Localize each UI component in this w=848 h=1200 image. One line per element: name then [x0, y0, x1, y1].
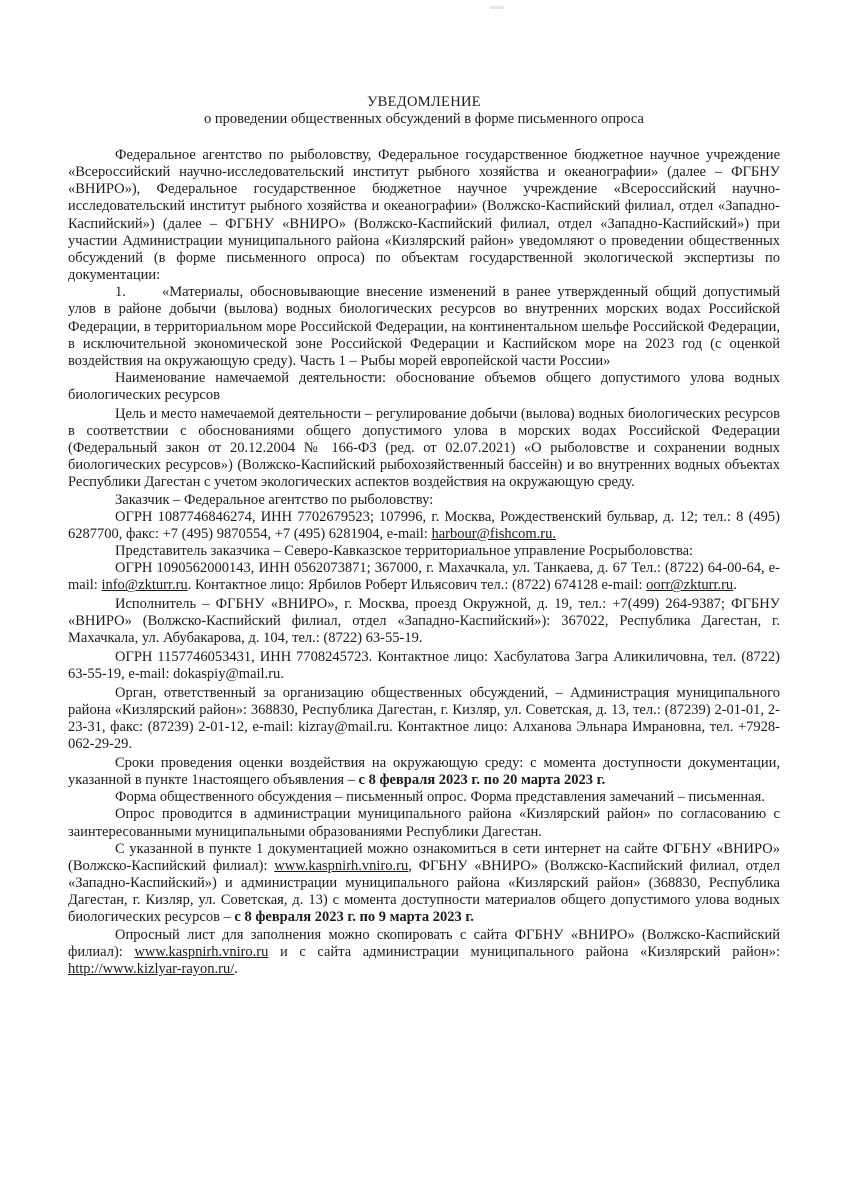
questionnaire-end: . [234, 960, 238, 977]
intro-paragraph: Федеральное агентство по рыболовству, Федеральное государственное бюджетное научное учреждение «Всероссийский научно-исследовательский институт рыбного хозяйства и океанографии» (далее – ФГБНУ «ВНИРО»), Федеральное государственное бюджетное научное учреждение «Всероссийский научно-исследовательский институт рыбного хозяйства и океанографии» (Волжско-Каспийский филиал, отдел «Западно-Каспийский») (далее – ФГБНУ «ВНИРО» (Волжско-Каспийский филиал, отдел «Западно-Каспийский») при участии Администрации муниципального района «Кизлярский район» уведомляют о проведении общественных обсуждений (в форме письменного опроса) по объектам государственной экологической экспертизы по документации: [68, 147, 780, 284]
timing-paragraph [68, 755, 780, 789]
item-number: 1. [115, 284, 126, 301]
representative-email-link[interactable]: info@zkturr.ru [101, 577, 188, 594]
customer-details [68, 509, 780, 543]
availability-paragraph [68, 841, 780, 927]
survey-paragraph: Опрос проводится в администрации муниципального района «Кизлярский район» по согласованию с заинтересованными муниципальными образованиями Республики Дагестан. [68, 806, 780, 840]
customer-email-link[interactable]: harbour@fishcom.ru. [431, 525, 556, 542]
kizlyar-rayon-link[interactable]: http://www.kizlyar-rayon.ru/ [68, 960, 235, 977]
representative-label: Представитель заказчика – Северо-Кавказское территориальное управление Росрыболовства: [115, 543, 694, 560]
form-paragraph: Форма общественного обсуждения – письменный опрос. Форма представления замечаний – письменная. [115, 789, 765, 806]
availability-dates: с 8 февраля 2023 г. по 9 марта 2023 г. [234, 909, 474, 926]
kaspnirh-link[interactable]: www.kaspnirh.vniro.ru [274, 857, 409, 874]
activity-name-paragraph: Наименование намечаемой деятельности: обоснование объемов общего допустимого улова водных биологических ресурсов [68, 370, 780, 404]
scan-artifact [490, 6, 504, 9]
questionnaire-paragraph [68, 927, 780, 978]
notice-subtitle: о проведении общественных обсуждений в форме письменного опроса [204, 111, 644, 127]
notice-title: УВЕДОМЛЕНИЕ [367, 94, 481, 110]
customer-details-text: ОГРН 1087746846274, ИНН 7702679523; 107996, г. Москва, Рождественский бульвар, д. 12; тел.: 8 (495) 6287700, факс: +7 (495) 9870554, +7 (495) 6281904, e-mail: [68, 508, 780, 542]
questionnaire-kaspnirh-link[interactable]: www.kaspnirh.vniro.ru [134, 943, 269, 960]
questionnaire-text-1: Опросный лист для заполнения можно скопировать с сайта ФГБНУ «ВНИРО» (Волжско-Каспийский филиал): [68, 926, 780, 960]
representative-details [68, 560, 780, 594]
organizer-paragraph: Орган, ответственный за организацию общественных обсуждений, – Администрация муниципального района «Кизлярский район»: 368830, Республика Дагестан, г. Кизляр, ул. Советская, д. 13, тел.: (87239) 2-01-01, 2-23-31, факс: (87239) 2-01-12, e-mail: kizray@mail.ru. Контактное лицо: Алханова Эльнара Имрановна, тел. +7928-062-29-29. [68, 684, 780, 753]
representative-end: . [733, 577, 737, 594]
notice-body [68, 94, 780, 978]
executor-details-paragraph: ОГРН 1157746053431, ИНН 7708245723. Контактное лицо: Хасбулатова Загра Аликиличовна, тел. (8722) 63-55-19, e-mail: dokaspiy@mail.ru. [68, 649, 780, 683]
documentation-item-1 [68, 284, 780, 370]
item-text: «Материалы, обосновывающие внесение изменений в ранее утвержденный общий допустимый улов в районе добычи (вылова) водных биологических ресурсов во внутренних морских водах Российской Федерации, в территориальном море Российской Федерации, на континентальном шельфе Российской Федерации, в исключительной экономической зоне Российской Федерации и Каспийском море на 2023 год (с оценкой воздействия на окружающую среду). Часть 1 – Рыбы морей европейской части России» [68, 284, 780, 369]
customer-label: Заказчик – Федеральное агентство по рыболовству: [115, 491, 434, 508]
questionnaire-text-2: и с сайта администрации муниципального района «Кизлярский район»: [268, 943, 780, 960]
representative-contact-email-link[interactable]: oorr@zkturr.ru [646, 577, 734, 594]
activity-goal-paragraph: Цель и место намечаемой деятельности – регулирование добычи (вылова) водных биологических ресурсов в соответствии с обоснованиями общего допустимого улова в морских водах Российской Федерации (Федеральный закон от 20.12.2004 № 166-ФЗ (ред. от 02.07.2021) «О рыболовстве и сохранении водных биологических ресурсов») (Волжско-Каспийский рыбохозяйственный бассейн) и во внутренних водных объектах Республики Дагестан с учетом экологических аспектов воздействия на окружающую среду. [68, 405, 780, 491]
executor-paragraph: Исполнитель – ФГБНУ «ВНИРО», г. Москва, проезд Окружной, д. 19, тел.: +7(499) 264-9387; ФГБНУ «ВНИРО» (Волжско-Каспийский филиал, отдел «Западно-Каспийский»): 367022, Республика Дагестан, г. Махачкала, ул. Абубакарова, д. 104, тел.: (8722) 63-55-19. [68, 596, 780, 647]
availability-text-1: С указанной в пункте 1 документацией можно ознакомиться в сети интернет на сайте ФГБНУ «ВНИРО» (Волжско-Каспийский филиал): [68, 840, 780, 874]
representative-contact-text: . Контактное лицо: Ярбилов Роберт Ильясович тел.: (8722) 674128 e-mail: [187, 577, 647, 594]
representative-details-text: ОГРН 1090562000143, ИНН 0562073871; 367000, г. Махачкала, ул. Танкаева, д. 67 Тел.: (8722) 64-00-64, e-mail: [68, 560, 780, 594]
timing-dates: с 8 февраля 2023 г. по 20 марта 2023 г. [358, 772, 606, 789]
timing-text: Сроки проведения оценки воздействия на окружающую среду: с момента доступности документации, указанной в пункте 1настоящего объявления – [68, 754, 780, 789]
availability-text-2: , ФГБНУ «ВНИРО» (Волжско-Каспийский филиал, отдел «Западно-Каспийский») и администрации муниципального района «Кизлярский район» (368830, Республика Дагестан, г. Кизляр, ул. Советская, д. 13) с момента доступности материалов общего допустимого улова водных биологических ресурсов – [68, 857, 781, 926]
